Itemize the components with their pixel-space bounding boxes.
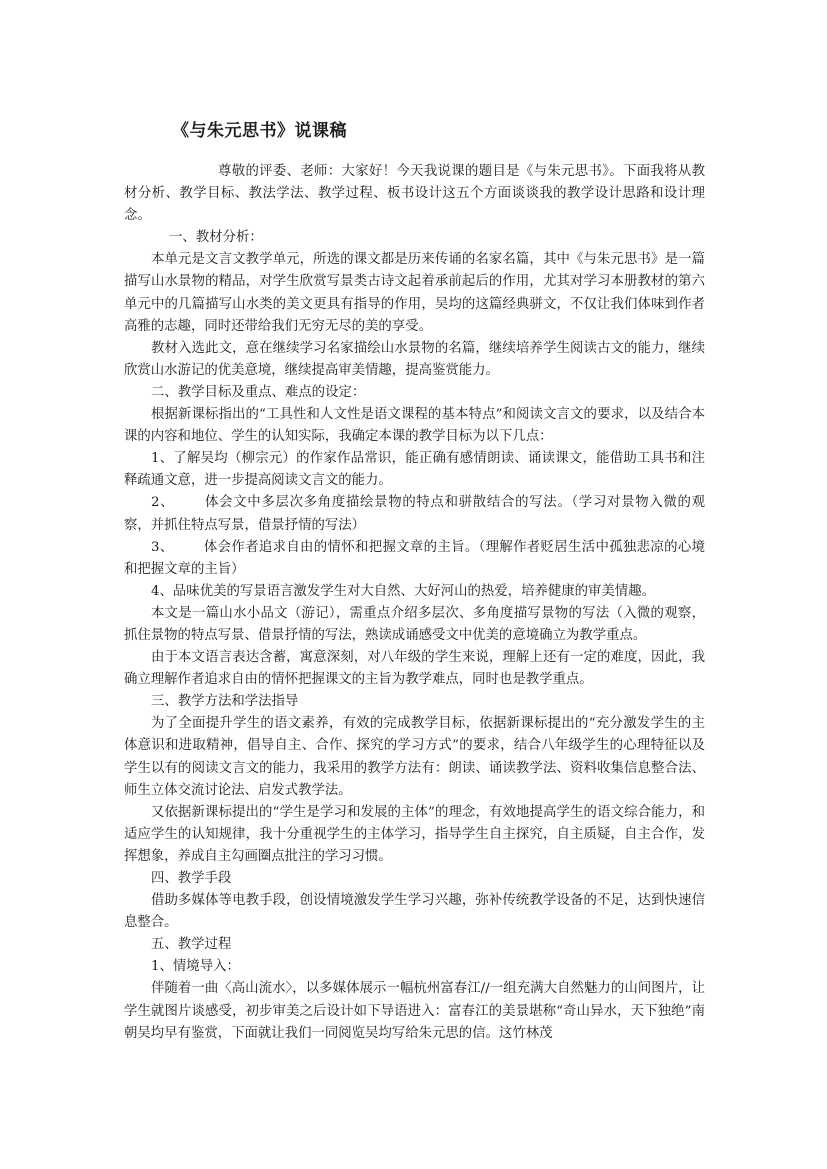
paragraph: 为了全面提升学生的语文素养，有效的完成教学目标，依据新课标提出的“充分激发学生的主体意识和进取精神，倡导自主、合作、探究的学习方式”的要求，结合八年级学生的心理特征以及学生以有的阅读文言文的能力，我采用的教学方法有：朗读、诵读教学法、资料收集信息整合法、师生立体交流讨论法、启发式教学法。 xyxy=(124,716,705,798)
section-heading-4: 四、教学手段 xyxy=(151,871,232,886)
list-item-text: 体会文中多层次多角度描绘景物的特点和骈散结合的写法。（学习对景物入微的观察，并抓住特点写景，借景抒情的写法） xyxy=(124,495,705,533)
section-heading-2: 二、教学目标及重点、难点的设定： xyxy=(151,384,366,400)
section-heading-5: 五、教学过程 xyxy=(151,937,232,953)
list-item: 4、品味优美的写景语言激发学生对大自然、大好河山的热爱，培养健康的审美情趣。 xyxy=(151,583,655,599)
list-item: 1、了解吴均（柳宗元）的作家作品常识，能正确有感情朗读、诵读课文，能借助工具书和注释疏通文意，进一步提高阅读文言文的能力。 xyxy=(124,451,705,489)
document-title: 《与朱元思书》说课稿 xyxy=(172,121,347,141)
paragraph: 本单元是文言文教学单元，所选的课文都是历来传诵的名家名篇，其中《与朱元思书》是一篇描写山水景物的精品，对学生欣赏写景类古诗文起着承前起后的作用，尤其对学习本册教材的第六单元中的几篇描写山水类的美文更具有指导的作用，吴均的这篇经典骈文，不仅让我们体味到作者高雅的志趣，同时还带给我们无穷无尽的美的享受。 xyxy=(124,252,705,334)
section-heading-1: 一、教材分析： xyxy=(169,230,263,246)
list-item-text: 体会作者追求自由的情怀和把握文章的主旨。（理解作者贬居生活中孤独悲凉的心境和把握文章的主旨） xyxy=(124,539,705,577)
paragraph: 伴随着一曲〈高山流水〉，以多媒体展示一幅杭州富春江//一组充满大自然魅力的山间图片，让学生就图片谈感受，初步审美之后设计如下导语进入：富春江的美景堪称“奇山异水，天下独绝”南朝吴均早有鉴赏，下面就让我们一同阅览吴均写给朱元思的信。这竹林茂 xyxy=(124,981,705,1041)
paragraph: 由于本文语言表达含蓄，寓意深刻，对八年级的学生来说，理解上还有一定的难度，因此，我确立理解作者追求自由的情怀把握课文的主旨为教学难点，同时也是教学重点。 xyxy=(124,650,705,688)
paragraph: 又依据新课标提出的“学生是学习和发展的主体”的理念，有效地提高学生的语文综合能力，和适应学生的认知规律，我十分重视学生的主体学习，指导学生自主探究，自主质疑，自主合作，发挥想象，养成自主勾画圈点批注的学习习惯。 xyxy=(124,804,705,864)
list-item xyxy=(124,492,705,536)
subheading: 1、情境导入： xyxy=(151,959,240,975)
list-item-number: 2、 xyxy=(151,495,175,511)
paragraph: 本文是一篇山水小品文（游记），需重点介绍多层次、多角度描写景物的写法（入微的观察，抓住景物的特点写景、借景抒情的写法，熟读成诵感受文中优美的意境确立为教学重点。 xyxy=(124,605,705,643)
paragraph-greeting: 尊敬的评委、老师：大家好！今天我说课的题目是《与朱元思书》。下面我将从教材分析、教学目标、教法学法、教学过程、板书设计这五个方面谈谈我的教学设计思路和设计理念。 xyxy=(124,164,705,224)
paragraph: 根据新课标指出的“工具性和人文性是语文课程的基本特点”和阅读文言文的要求，以及结合本课的内容和地位、学生的认知实际，我确定本课的教学目标为以下几点： xyxy=(124,407,705,445)
list-item-number: 3、 xyxy=(151,539,174,555)
document-body xyxy=(124,161,705,1045)
section-heading-3: 三、教学方法和学法指导 xyxy=(151,694,299,710)
paragraph: 借助多媒体等电教手段，创设情境激发学生学习兴趣，弥补传统教学设备的不足，达到快速信息整合。 xyxy=(124,893,705,931)
paragraph: 教材入选此文，意在继续学习名家描绘山水景物的名篇，继续培养学生阅读古文的能力，继续欣赏山水游记的优美意境，继续提高审美情趣，提高鉴赏能力。 xyxy=(124,340,705,378)
list-item xyxy=(124,537,705,581)
